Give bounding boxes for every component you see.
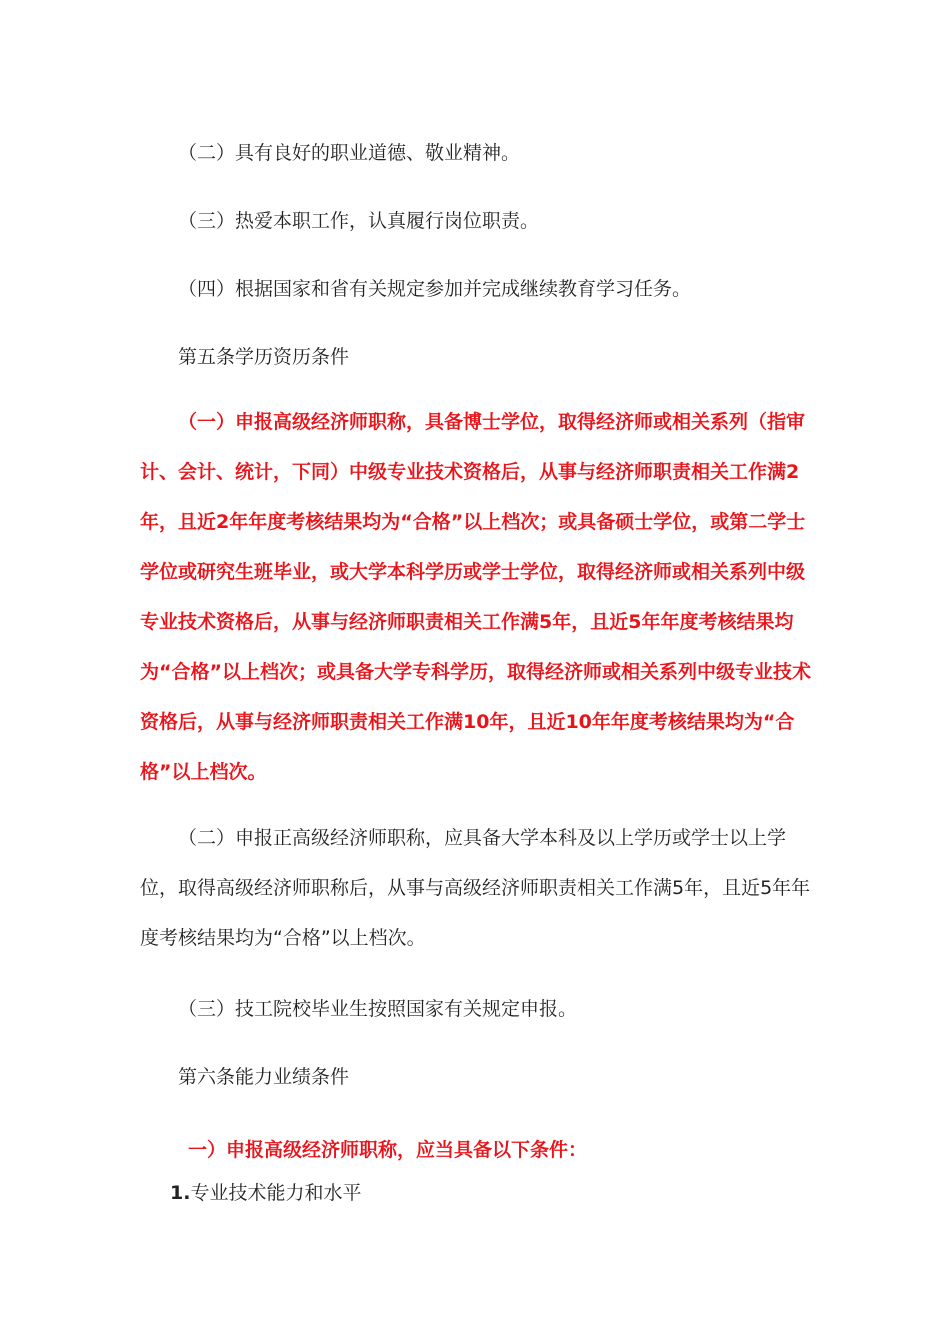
paragraph-p2: （三）热爱本职工作，认真履行岗位职责。: [178, 210, 540, 232]
section-heading-6: 第六条能力业绩条件: [178, 1066, 350, 1088]
section-heading-5: 第五条学历资历条件: [178, 346, 350, 368]
paragraph-p3: （四）根据国家和省有关规定参加并完成继续教育学习任务。: [178, 278, 692, 300]
paragraph-p1: （二）具有良好的职业道德、敬业精神。: [178, 142, 521, 164]
subsection-heading-1: [140, 1180, 820, 1206]
paragraph-p6: （二）申报正高级经济师职称，应具备大学本科及以上学历或学士以上学位，取得高级经济师职称后，从事与高级经济师职责相关工作满5年，且近5年年度考核结果均为“合格”以上档次。: [140, 827, 811, 949]
paragraph-p5-highlight: （一）申报高级经济师职称，具备博士学位，取得经济师或相关系列（指审计、会计、统计，下同）中级专业技术资格后，从事与经济师职责相关工作满2年，且近2年年度考核结果均为“合格”以上档次；或具备硕士学位，或第二学士学位或研究生班毕业，或大学本科学历或学士学位，取得经济师或相关系列中级专业技术资格后，从事与经济师职责相关工作满5年，且近5年年度考核结果均为“合格”以上档次；或具备大学专科学历，取得经济师或相关系列中级专业技术资格后，从事与经济师职责相关工作满10年，且近10年年度考核结果均为“合格”以上档次。: [140, 411, 811, 783]
paragraph-p7: （三）技工院校毕业生按照国家有关规定申报。: [178, 998, 578, 1020]
subsection-title: 专业技术能力和水平: [190, 1182, 362, 1204]
subsection-number: 1.: [170, 1182, 191, 1204]
paragraph-p9-highlight: 一）申报高级经济师职称，应当具备以下条件：: [188, 1139, 588, 1161]
